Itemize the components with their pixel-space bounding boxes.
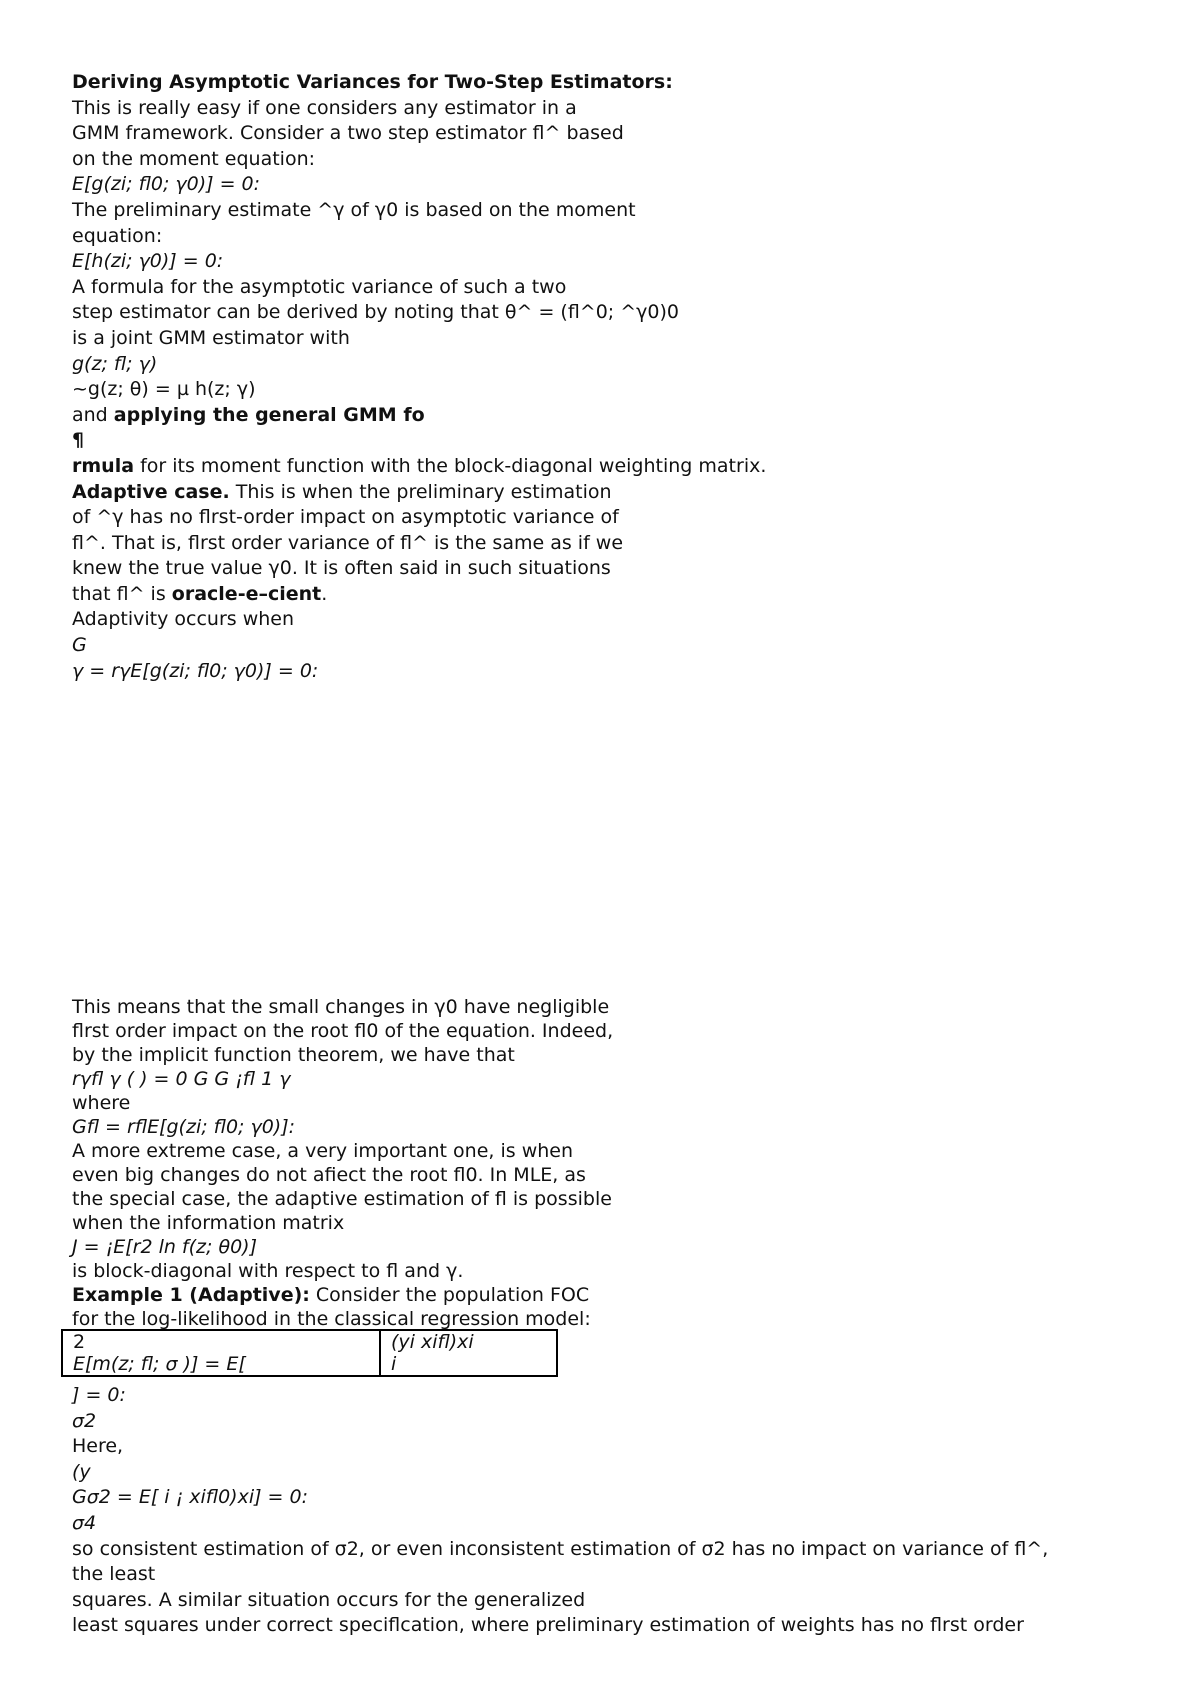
text-line: This is really easy if one considers any estimator in a	[72, 96, 577, 119]
bold-phrase: Example 1 (Adaptive):	[72, 1284, 310, 1306]
text-line	[72, 403, 1132, 429]
text-run: for its moment function with the block-diagonal weighting matrix.	[134, 454, 767, 477]
text-line: ¶	[72, 429, 85, 452]
bold-phrase: applying the general GMM fo	[113, 403, 425, 426]
text-run: Consider the population FOC	[309, 1284, 590, 1306]
regression-model-table	[61, 1329, 558, 1377]
text-line: when the information matrix	[72, 1212, 345, 1234]
cell-line: 2	[73, 1331, 86, 1353]
bottom-text-block	[72, 1383, 1132, 1639]
text-line	[72, 1283, 1132, 1307]
text-line: is block-diagonal with respect to fl and γ.	[72, 1260, 464, 1282]
text-line: ~g(z; θ) = µ h(z; γ)	[72, 378, 256, 401]
text-line: of ^γ has no flrst-order impact on asymptotic variance of	[72, 506, 619, 529]
text-line: σ2	[72, 1409, 97, 1432]
text-line: is a joint GMM estimator with	[72, 326, 350, 349]
text-line: J = ¡E[r2 ln f(z; θ0)]	[72, 1236, 257, 1258]
text-line	[72, 582, 1132, 608]
bold-phrase: Adaptive case.	[72, 480, 230, 503]
bold-phrase: oracle-e–cient	[171, 582, 322, 605]
top-text-block	[72, 70, 1132, 684]
text-line: GMM framework. Consider a two step estimator fl^ based	[72, 122, 624, 145]
middle-text-block	[72, 995, 1132, 1331]
text-line: The preliminary estimate ^γ of γ0 is based on the moment	[72, 198, 636, 221]
text-line: rγfl γ ( ) = 0 G G ¡fl 1 γ	[72, 1068, 291, 1090]
text-line: by the implicit function theorem, we have that	[72, 1044, 515, 1066]
text-line: so consistent estimation of σ2, or even inconsistent estimation of σ2 has no impact on variance of fl^,	[72, 1537, 1049, 1560]
text-line: step estimator can be derived by noting that θ^ = (fl^0; ^γ0)0	[72, 301, 679, 324]
text-line: σ4	[72, 1511, 97, 1534]
text-line: the special case, the adaptive estimation of fl is possible	[72, 1188, 612, 1210]
table-row	[62, 1330, 557, 1376]
cell-line: (yi xifl)xi	[391, 1331, 474, 1353]
text-line: G	[72, 634, 87, 657]
table-cell-moment-expectation	[62, 1330, 380, 1376]
text-line: even big changes do not afiect the root fl0. In MLE, as	[72, 1164, 586, 1186]
text-line: knew the true value γ0. It is often said in such situations	[72, 557, 611, 580]
cell-line: E[m(z; fl; σ )] = E[	[73, 1353, 246, 1375]
text-line: A more extreme case, a very important one, is when	[72, 1140, 574, 1162]
text-line: This means that the small changes in γ0 have negligible	[72, 996, 610, 1018]
text-line: Gσ2 = E[ i ¡ xifl0)xi] = 0:	[72, 1486, 309, 1509]
text-line: A formula for the asymptotic variance of such a two	[72, 275, 567, 298]
text-line: g(z; fl; γ)	[72, 352, 158, 375]
text-run: .	[321, 582, 328, 605]
text-line: Here,	[72, 1435, 124, 1458]
document-heading: Deriving Asymptotic Variances for Two-Step Estimators:	[72, 71, 673, 93]
text-line: ] = 0:	[72, 1384, 126, 1406]
text-line: the least	[72, 1563, 156, 1586]
text-run: and	[72, 403, 114, 426]
text-line: where	[72, 1092, 131, 1114]
text-line: E[h(zi; γ0)] = 0:	[72, 250, 224, 273]
text-line: Adaptivity occurs when	[72, 608, 295, 631]
table-cell-residual-term	[380, 1330, 557, 1376]
text-run: This is when the preliminary estimation	[229, 480, 612, 503]
text-line: E[g(zi; fl0; γ0)] = 0:	[72, 173, 261, 196]
text-line	[72, 480, 1132, 506]
text-line: fl^. That is, flrst order variance of fl^ is the same as if we	[72, 531, 624, 554]
text-line: flrst order impact on the root fl0 of the equation. Indeed,	[72, 1020, 614, 1042]
cell-line: i	[391, 1353, 397, 1375]
text-line: equation:	[72, 224, 163, 247]
text-line: least squares under correct speciflcation, where preliminary estimation of weights has no flrst order	[72, 1614, 1024, 1637]
text-line: γ = rγE[g(zi; fl0; γ0)] = 0:	[72, 659, 319, 682]
text-run: that fl^ is	[72, 582, 172, 605]
text-line	[72, 454, 1132, 480]
text-line: squares. A similar situation occurs for the generalized	[72, 1588, 586, 1611]
bold-phrase: rmula	[72, 454, 135, 477]
text-line: on the moment equation:	[72, 147, 316, 170]
text-line: for the log-likelihood in the classical regression model:	[72, 1308, 591, 1330]
text-line: Gfl = rflE[g(zi; fl0; γ0)]:	[72, 1116, 296, 1138]
text-line: (y	[72, 1460, 91, 1483]
